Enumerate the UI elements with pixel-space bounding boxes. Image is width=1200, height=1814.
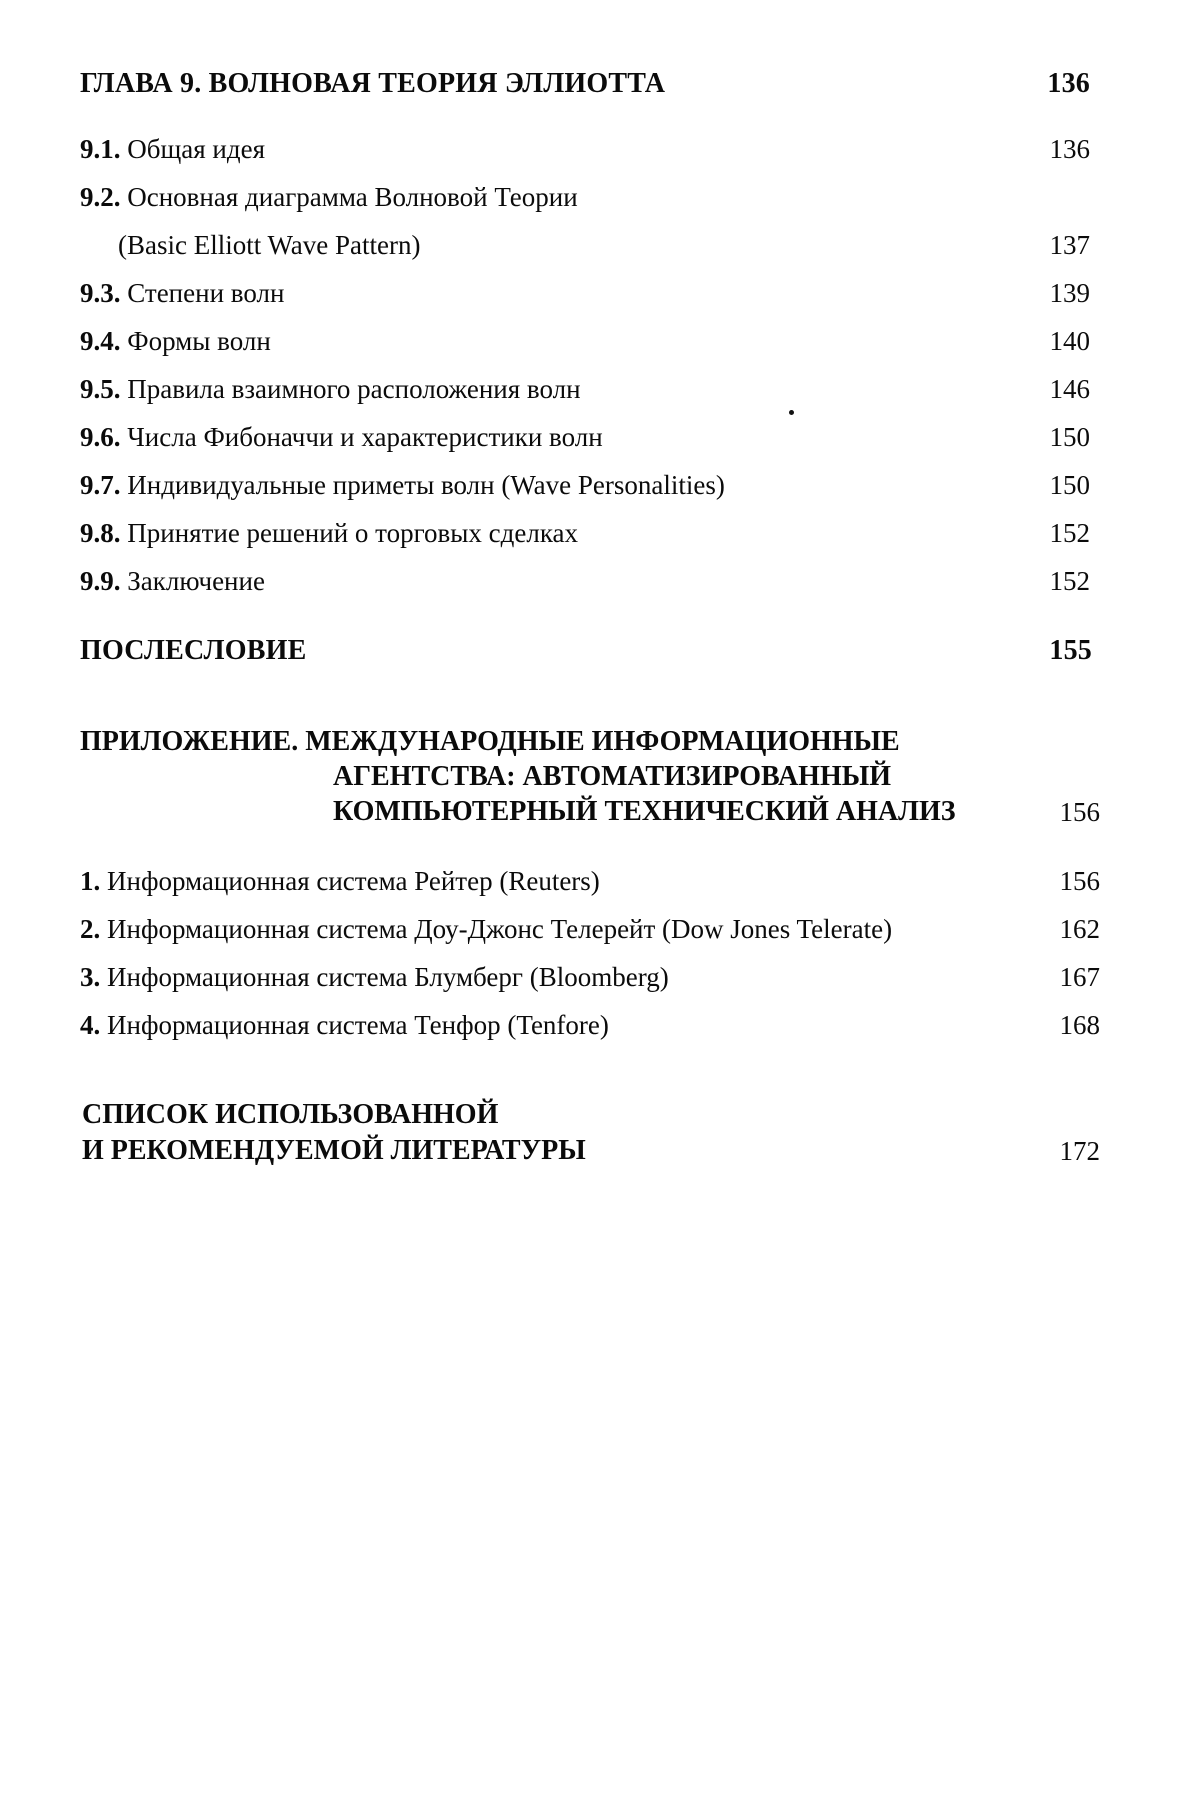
entry-page: 140 bbox=[1049, 326, 1090, 356]
entry-page: 152 bbox=[1049, 518, 1090, 548]
entry-page: 167 bbox=[1059, 962, 1100, 992]
scan-speck bbox=[789, 410, 794, 415]
bibliography-title-line-1: СПИСОК ИСПОЛЬЗОВАННОЙ bbox=[82, 1099, 499, 1130]
entry-page: 150 bbox=[1049, 422, 1090, 452]
entry-page: 168 bbox=[1059, 1010, 1100, 1040]
entry-page: 152 bbox=[1049, 566, 1090, 596]
entry-page: 150 bbox=[1049, 470, 1090, 500]
entry-number: 9.3. bbox=[80, 278, 121, 308]
entry-number: 9.4. bbox=[80, 326, 121, 356]
appendix-title-line-2: АГЕНТСТВА: АВТОМАТИЗИРОВАННЫЙ bbox=[333, 761, 892, 792]
entry-title-continuation: (Basic Elliott Wave Pattern) bbox=[118, 230, 421, 260]
bibliography-title-line-2: И РЕКОМЕНДУЕМОЙ ЛИТЕРАТУРЫ bbox=[82, 1135, 586, 1166]
entry-number: 2. bbox=[80, 914, 101, 944]
chapter-title: ГЛАВА 9. ВОЛНОВАЯ ТЕОРИЯ ЭЛЛИОТТА bbox=[80, 68, 666, 99]
entry-title: Формы волн bbox=[127, 326, 271, 356]
entry-page: 146 bbox=[1049, 374, 1090, 404]
chapter-page: 136 bbox=[1047, 68, 1090, 99]
entry-title: Общая идея bbox=[127, 134, 266, 164]
bibliography-page: 172 bbox=[1059, 1136, 1100, 1166]
entry-page: 139 bbox=[1049, 278, 1090, 308]
entry-title: Правила взаимного расположения волн bbox=[127, 374, 581, 404]
entry-number: 3. bbox=[80, 962, 101, 992]
entry-number: 1. bbox=[80, 866, 101, 896]
entry-title: Заключение bbox=[127, 566, 265, 596]
entry-number: 9.7. bbox=[80, 470, 121, 500]
afterword-page: 155 bbox=[1049, 635, 1092, 666]
entry-title: Информационная система Рейтер (Reuters) bbox=[107, 866, 600, 896]
entry-page: 156 bbox=[1059, 866, 1100, 896]
entry-title: Информационная система Доу-Джонс Телерейт (Dow Jones Telerate) bbox=[107, 914, 893, 944]
entry-number: 9.2. bbox=[80, 182, 121, 212]
entry-page: 137 bbox=[1049, 230, 1090, 260]
appendix-page: 156 bbox=[1059, 797, 1100, 827]
entry-title: Степени волн bbox=[127, 278, 285, 308]
entry-title: Числа Фибоначчи и характеристики волн bbox=[127, 422, 603, 452]
entry-number: 9.1. bbox=[80, 134, 121, 164]
entry-title: Информационная система Блумберг (Bloomberg) bbox=[107, 962, 669, 992]
entry-page: 136 bbox=[1049, 134, 1090, 164]
entry-number: 9.5. bbox=[80, 374, 121, 404]
afterword-title: ПОСЛЕСЛОВИЕ bbox=[80, 635, 307, 666]
entry-number: 9.8. bbox=[80, 518, 121, 548]
entry-title: Индивидуальные приметы волн (Wave Personalities) bbox=[127, 470, 725, 500]
entry-number: 9.6. bbox=[80, 422, 121, 452]
entry-number: 4. bbox=[80, 1010, 101, 1040]
entry-number: 9.9. bbox=[80, 566, 121, 596]
entry-title: Информационная система Тенфор (Tenfore) bbox=[107, 1010, 609, 1040]
entry-title: Основная диаграмма Волновой Теории bbox=[127, 182, 578, 212]
entry-page: 162 bbox=[1059, 914, 1100, 944]
appendix-title-line-3: КОМПЬЮТЕРНЫЙ ТЕХНИЧЕСКИЙ АНАЛИЗ bbox=[333, 796, 956, 827]
entry-title: Принятие решений о торговых сделках bbox=[127, 518, 579, 548]
appendix-title-line-1: ПРИЛОЖЕНИЕ. МЕЖДУНАРОДНЫЕ ИНФОРМАЦИОННЫЕ bbox=[80, 726, 900, 757]
